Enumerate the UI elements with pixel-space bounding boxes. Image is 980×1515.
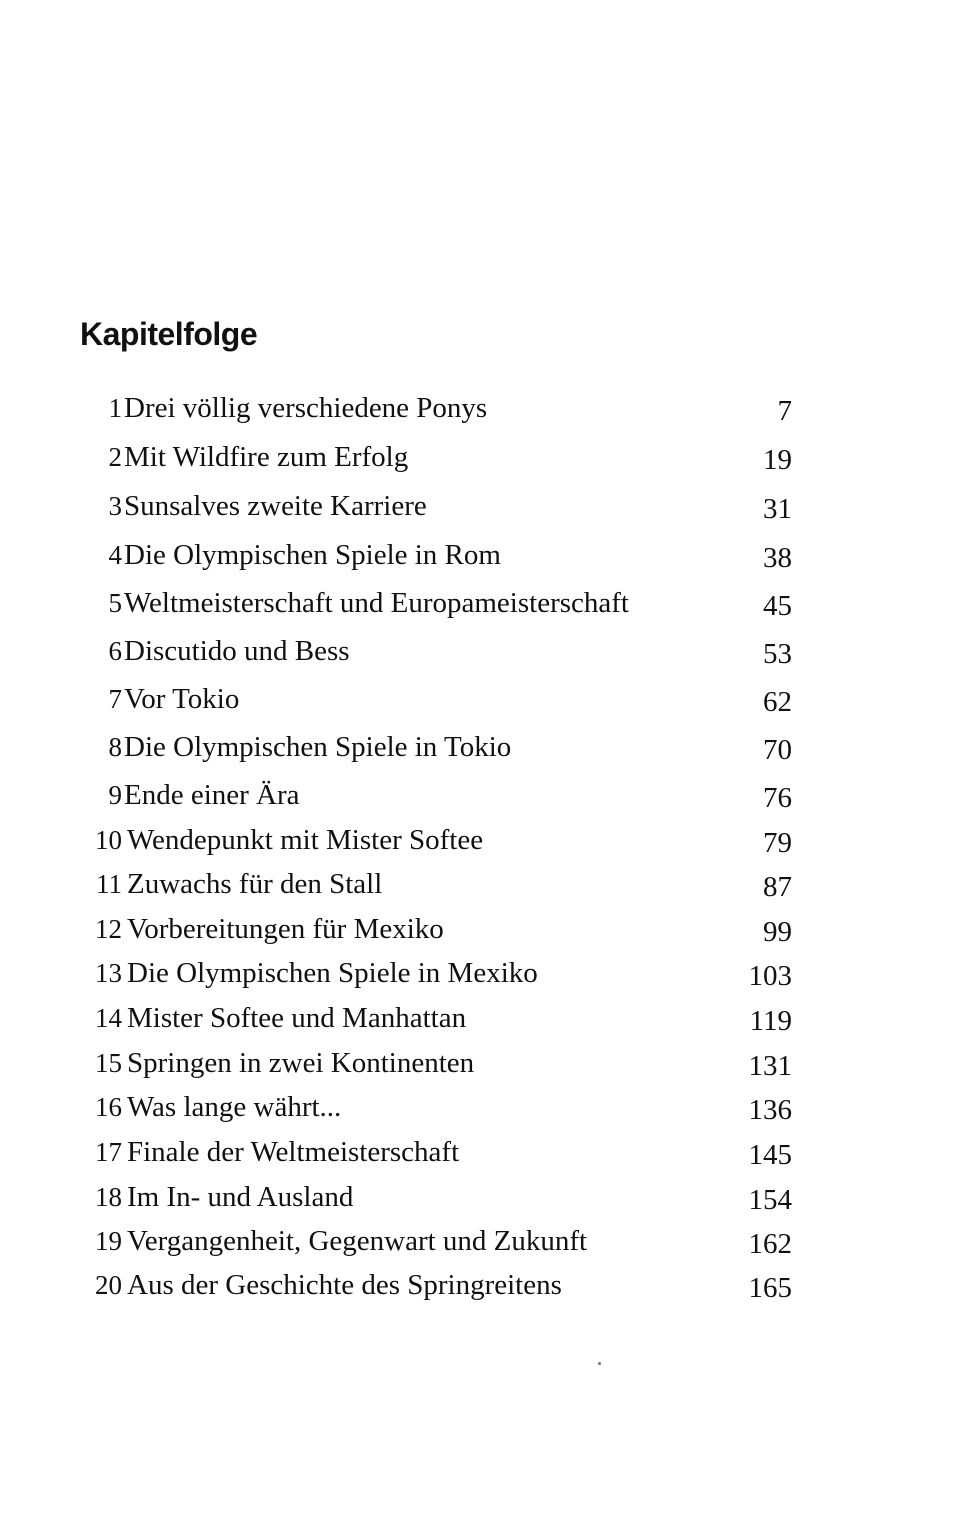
- chapter-title: Sunsalves zweite Karriere: [124, 490, 427, 522]
- chapter-title: Weltmeisterschaft und Europameisterschaft: [124, 587, 629, 619]
- toc-entry: [82, 1221, 798, 1261]
- chapter-page-number: 62: [763, 686, 792, 718]
- toc-entry: [82, 864, 798, 904]
- toc-entry: [82, 1087, 798, 1127]
- chapter-page-number: 145: [748, 1139, 792, 1171]
- chapter-page-number: 136: [748, 1094, 792, 1126]
- chapter-page-number: 99: [763, 916, 792, 948]
- chapter-number: 14: [95, 1003, 122, 1033]
- chapter-number: 20: [95, 1270, 122, 1300]
- page-heading: Kapitelfolge: [80, 316, 258, 352]
- chapter-page-number: 76: [763, 782, 792, 814]
- chapter-title: Mister Softee und Manhattan: [127, 1002, 467, 1034]
- chapter-title: Die Olympischen Spiele in Rom: [124, 539, 501, 571]
- chapter-number: 11: [96, 869, 122, 899]
- chapter-title: Finale der Weltmeisterschaft: [127, 1136, 460, 1168]
- chapter-number: 10: [95, 825, 122, 855]
- chapter-title: Aus der Geschichte des Springreitens: [127, 1269, 562, 1301]
- toc-entry: [82, 535, 798, 575]
- chapter-title: Ende einer Ära: [124, 779, 300, 811]
- chapter-title: Vor Tokio: [124, 683, 240, 715]
- chapter-title: Die Olympischen Spiele in Tokio: [124, 731, 512, 763]
- chapter-title: Mit Wildfire zum Erfolg: [124, 441, 409, 473]
- chapter-number: 13: [95, 958, 122, 988]
- chapter-title: Vorbereitungen für Mexiko: [127, 913, 444, 945]
- chapter-number: 18: [95, 1182, 122, 1212]
- chapter-title: Die Olympischen Spiele in Mexiko: [127, 957, 538, 989]
- toc-entry: [82, 820, 798, 860]
- chapter-number: 9: [108, 780, 122, 810]
- chapter-page-number: 87: [763, 871, 792, 903]
- toc-entry: [82, 727, 798, 767]
- toc-entry: [82, 1043, 798, 1083]
- chapter-page-number: 38: [763, 542, 792, 574]
- toc-entry: [82, 1265, 798, 1305]
- toc-entry: [82, 1177, 798, 1217]
- toc-entry: [82, 909, 798, 949]
- chapter-page-number: 53: [763, 638, 792, 670]
- chapter-number: 2: [108, 442, 122, 472]
- chapter-title: Springen in zwei Kontinenten: [127, 1047, 475, 1079]
- chapter-number: 19: [95, 1226, 122, 1256]
- chapter-number: 15: [95, 1048, 122, 1078]
- chapter-number: 8: [108, 732, 122, 762]
- toc-entry: [82, 775, 798, 815]
- chapter-page-number: 162: [748, 1228, 792, 1260]
- chapter-title: Wendepunkt mit Mister Softee: [127, 824, 484, 856]
- chapter-page-number: 45: [763, 590, 792, 622]
- chapter-title: Zuwachs für den Stall: [127, 868, 383, 900]
- chapter-number: 1: [108, 393, 122, 423]
- chapter-page-number: 31: [763, 493, 792, 525]
- toc-entry: [82, 953, 798, 993]
- chapter-page-number: 119: [749, 1005, 792, 1037]
- chapter-title: Vergangenheit, Gegenwart und Zukunft: [127, 1225, 588, 1257]
- chapter-number: 4: [108, 540, 122, 570]
- chapter-number: 16: [95, 1092, 122, 1122]
- toc-entry: [82, 631, 798, 671]
- chapter-page-number: 103: [748, 960, 792, 992]
- chapter-page-number: 70: [763, 734, 792, 766]
- chapter-number: 3: [108, 491, 122, 521]
- chapter-title: Discutido und Bess: [124, 635, 350, 667]
- chapter-page-number: 7: [777, 395, 792, 427]
- toc-entry: [82, 583, 798, 623]
- chapter-page-number: 79: [763, 827, 792, 859]
- toc-entry: [82, 437, 798, 477]
- chapter-page-number: 154: [748, 1184, 792, 1216]
- chapter-page-number: 19: [763, 444, 792, 476]
- chapter-page-number: 131: [748, 1050, 792, 1082]
- toc-entry: [82, 388, 798, 428]
- chapter-number: 6: [108, 636, 122, 666]
- chapter-title: Was lange währt...: [127, 1091, 342, 1123]
- chapter-title: Drei völlig verschiedene Ponys: [124, 392, 488, 424]
- chapter-page-number: 165: [748, 1272, 792, 1304]
- toc-entry: [82, 998, 798, 1038]
- chapter-title: Im In- und Ausland: [127, 1181, 354, 1213]
- toc-entry: [82, 1132, 798, 1172]
- chapter-number: 12: [95, 914, 122, 944]
- print-speck: [598, 1362, 601, 1365]
- toc-entry: [82, 486, 798, 526]
- chapter-number: 7: [108, 684, 122, 714]
- toc-entry: [82, 679, 798, 719]
- chapter-number: 5: [108, 588, 122, 618]
- chapter-number: 17: [95, 1137, 122, 1167]
